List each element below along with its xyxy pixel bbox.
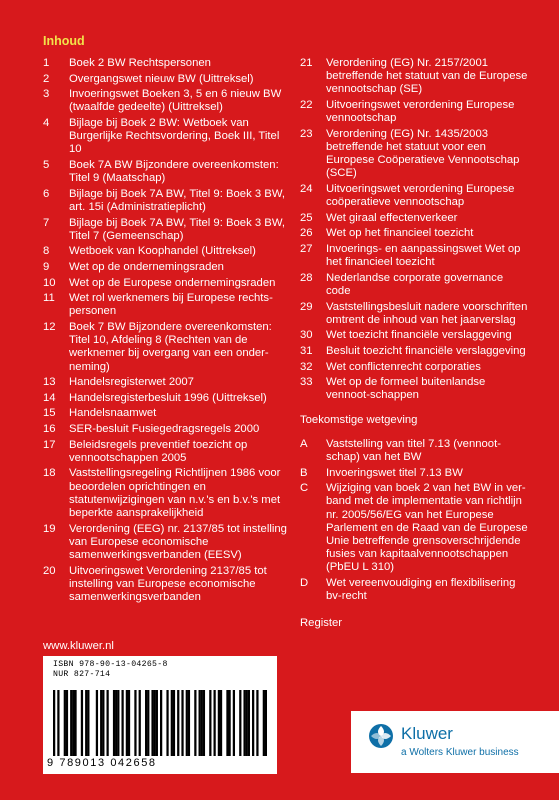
entry-title: Verordening (EG) Nr. 2157/2001 betreffende het statuut van de Europese vennootschap (SE) xyxy=(326,57,528,96)
website-url[interactable]: www.kluwer.nl xyxy=(43,640,114,652)
entry-title: Wet conflictenrecht corporaties xyxy=(326,360,481,373)
contents-entry xyxy=(43,376,288,389)
entry-number: 6 xyxy=(43,187,50,200)
contents-heading: Inhoud xyxy=(43,34,85,48)
entry-number: 32 xyxy=(300,360,313,373)
contents-entry xyxy=(43,407,288,420)
entry-title: Wet vereenvoudiging en flexibilisering bv-recht xyxy=(326,576,516,603)
entry-number: 33 xyxy=(300,376,313,389)
contents-entry xyxy=(43,292,288,318)
logo-name: Kluwer xyxy=(401,724,453,743)
contents-entry xyxy=(300,301,530,327)
contents-right-column xyxy=(300,57,530,631)
entry-title: Invoeringswet Boeken 3, 5 en 6 nieuw BW (twaalfde gedeelte) (Uittreksel) xyxy=(69,88,282,114)
contents-entry xyxy=(43,188,288,214)
contents-entry xyxy=(43,57,288,70)
entry-number: 26 xyxy=(300,227,313,240)
entry-number: 28 xyxy=(300,271,313,284)
entry-title: Uitvoeringswet Verordening 2137/85 tot instelling van Europese economische samenwerkingsverbanden xyxy=(69,564,267,603)
contents-entry xyxy=(43,117,288,157)
entry-number: 1 xyxy=(43,57,50,69)
contents-entry xyxy=(43,261,288,274)
contents-entry xyxy=(43,392,288,405)
entry-title: Invoerings- en aanpassingswet Wet op het financieel toezicht xyxy=(326,242,521,269)
contents-entry xyxy=(43,73,288,86)
entry-number: 4 xyxy=(43,116,50,129)
entry-number: 18 xyxy=(43,467,56,480)
entry-title: Vaststelling van titel 7.13 (vennoot-schap) van het BW xyxy=(326,437,501,463)
entry-number: C xyxy=(300,482,309,495)
entry-title: Wet op het financieel toezicht xyxy=(326,227,474,240)
entry-number: 10 xyxy=(43,276,56,289)
barcode-icon xyxy=(53,690,267,756)
nur-text: NUR 827-714 xyxy=(53,670,111,679)
entry-title: Nederlandse corporate governance code xyxy=(326,271,504,297)
future-legislation-heading: Toekomstige wetgeving xyxy=(300,413,418,426)
isbn-block xyxy=(53,660,168,680)
entry-title: Handelsregisterwet 2007 xyxy=(69,376,194,389)
entry-title: Verordening (EEG) nr. 2137/85 tot instelling van Europese economische samenwerkingsverbanden (EESV) xyxy=(69,522,287,561)
entry-number: D xyxy=(300,576,309,589)
contents-entry xyxy=(43,439,288,465)
entry-number: 8 xyxy=(43,245,50,258)
kluwer-logo-icon xyxy=(368,723,394,749)
entry-title: Vaststellingsregeling Richtlijnen 1986 voor beoordelen oprichtingen en statutenwijzigingen van n.v.'s en b.v.'s met beperkte aansprakelijkheid xyxy=(69,467,281,519)
entry-title: Handelsregisterbesluit 1996 (Uittreksel) xyxy=(69,391,267,404)
contents-entry xyxy=(43,467,288,520)
contents-entry xyxy=(300,57,530,97)
entry-number: 21 xyxy=(300,57,313,69)
entry-number: 5 xyxy=(43,158,50,171)
entry-number: 23 xyxy=(300,127,313,140)
contents-entry xyxy=(300,99,530,125)
entry-title: Uitvoeringswet verordening Europese coöperatieve vennootschap xyxy=(326,183,515,209)
contents-entry xyxy=(300,183,530,209)
entry-number: 15 xyxy=(43,407,56,420)
entry-number: 31 xyxy=(300,344,313,357)
entry-title: Wet giraal effectenverkeer xyxy=(326,211,458,224)
entry-title: Wetboek van Koophandel (Uittreksel) xyxy=(69,245,256,258)
entry-title: SER-besluit Fusiegedragsregels 2000 xyxy=(69,422,260,435)
entry-title: Wet op de Europese ondernemingsraden xyxy=(69,276,276,289)
contents-entry xyxy=(300,577,530,603)
contents-entry xyxy=(300,438,530,464)
entry-title: Wet op de formeel buitenlandse vennoot-schappen xyxy=(326,376,486,402)
contents-entry xyxy=(300,467,530,480)
entry-number: 7 xyxy=(43,216,50,229)
entry-number: 13 xyxy=(43,376,56,389)
contents-left-column xyxy=(43,57,288,607)
entry-number: 27 xyxy=(300,242,313,255)
contents-entry xyxy=(43,217,288,243)
contents-entry xyxy=(43,245,288,258)
contents-entry xyxy=(300,243,530,269)
contents-entry xyxy=(43,523,288,563)
entry-number: 3 xyxy=(43,88,50,101)
publisher-logo xyxy=(351,711,559,773)
entry-number: 25 xyxy=(300,211,313,224)
entry-number: 20 xyxy=(43,564,56,577)
entry-title: Wet toezicht financiële verslaggeving xyxy=(326,329,512,342)
entry-number: 12 xyxy=(43,320,56,333)
entry-title: Invoeringswet titel 7.13 BW xyxy=(326,466,463,479)
barcode-digits: 9 789013 042658 xyxy=(47,757,157,769)
entry-title: Boek 2 BW Rechtspersonen xyxy=(69,57,211,69)
entry-title: Besluit toezicht financiële verslaggeving xyxy=(326,344,526,357)
register-label: Register xyxy=(300,617,343,630)
contents-entry xyxy=(300,361,530,374)
contents-entry xyxy=(43,423,288,436)
barcode-area xyxy=(43,656,277,774)
entry-number: B xyxy=(300,466,308,479)
entry-title: Uitvoeringswet verordening Europese vennootschap xyxy=(326,99,515,125)
entry-number: 9 xyxy=(43,260,50,273)
entry-number: 24 xyxy=(300,183,313,195)
entry-number: 16 xyxy=(43,422,56,435)
future-legislation-list xyxy=(300,438,530,604)
entry-title: Verordening (EG) Nr. 1435/2003 betreffende het statuut voor een Europese Coöperatieve Vennootschap (SCE) xyxy=(326,127,520,180)
contents-entry xyxy=(300,345,530,358)
logo-tagline: a Wolters Kluwer business xyxy=(401,747,519,758)
entry-number: A xyxy=(300,437,308,450)
entry-number: 17 xyxy=(43,438,56,451)
entry-title: Boek 7 BW Bijzondere overeenkomsten: Titel 10, Afdeling 8 (Rechten van de werknemer bij overgang van een onder-neming) xyxy=(69,320,272,373)
entry-title: Handelsnaamwet xyxy=(69,407,157,420)
entry-number: 14 xyxy=(43,391,56,404)
entry-number: 11 xyxy=(43,292,55,305)
contents-entry xyxy=(300,482,530,574)
contents-right-list xyxy=(300,57,530,403)
entry-title: Boek 7A BW Bijzondere overeenkomsten: Titel 9 (Maatschap) xyxy=(69,158,279,185)
entry-title: Bijlage bij Boek 7A BW, Titel 9: Boek 3 BW, art. 15i (Administratieplicht) xyxy=(69,187,286,213)
entry-number: 29 xyxy=(300,300,313,313)
entry-title: Vaststellingsbesluit nadere voorschriften omtrent de inhoud van het jaarverslag xyxy=(326,300,528,326)
contents-entry xyxy=(300,227,530,240)
entry-title: Overgangswet nieuw BW (Uittreksel) xyxy=(69,72,254,85)
contents-entry xyxy=(300,376,530,402)
contents-entry xyxy=(43,88,288,114)
entry-title: Bijlage bij Boek 7A BW, Titel 9: Boek 3 BW, Titel 7 (Gemeenschap) xyxy=(69,216,286,242)
contents-entry xyxy=(300,212,530,225)
entry-number: 19 xyxy=(43,522,56,535)
contents-entry xyxy=(43,159,288,185)
contents-entry xyxy=(43,277,288,290)
entry-number: 22 xyxy=(300,99,313,111)
entry-number: 2 xyxy=(43,72,50,85)
entry-number: 30 xyxy=(300,329,313,342)
entry-title: Wet rol werknemers bij Europese rechts-personen xyxy=(69,292,273,318)
contents-entry xyxy=(300,128,530,181)
entry-title: Wijziging van boek 2 van het BW in ver-band met de implementatie van richtlijn nr. 2005/56/EG van het Europese Parlement en de Raad van de Europese Unie betreffende grensoverschrijdende fusies van kapitaalvennootschappen (PbEU L 310) xyxy=(326,482,528,574)
contents-entry xyxy=(300,272,530,298)
contents-entry xyxy=(300,329,530,342)
entry-title: Wet op de ondernemingsraden xyxy=(69,260,224,273)
entry-title: Bijlage bij Boek 2 BW: Wetboek van Burgerlijke Rechtsvordering, Boek III, Titel 10 xyxy=(69,116,280,156)
contents-entry xyxy=(43,321,288,374)
isbn-text: ISBN 978-90-13-04265-8 xyxy=(53,660,168,669)
contents-entry xyxy=(43,565,288,605)
entry-title: Beleidsregels preventief toezicht op vennootschappen 2005 xyxy=(69,438,248,464)
